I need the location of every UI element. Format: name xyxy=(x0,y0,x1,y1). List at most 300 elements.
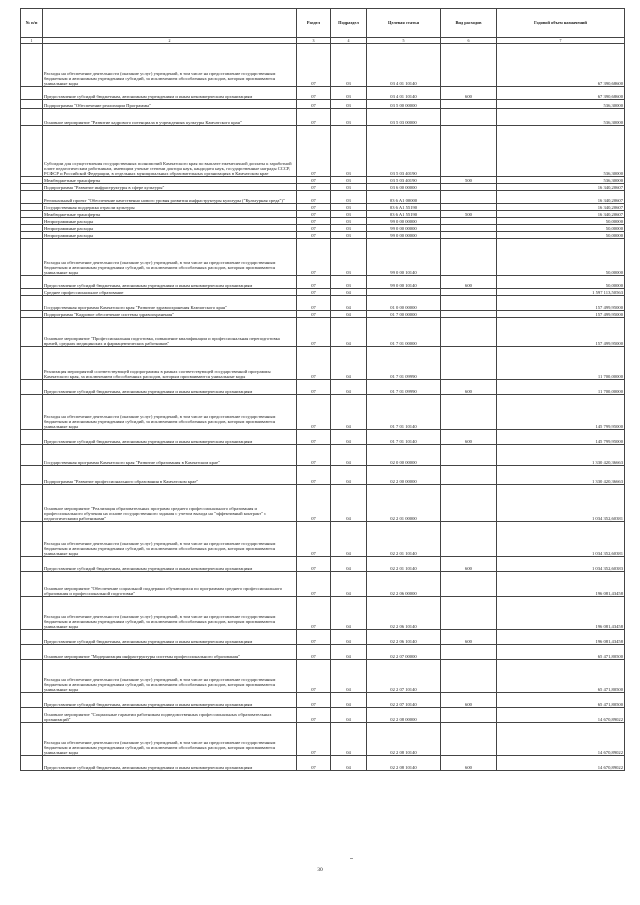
row-volume: 50,00000 xyxy=(497,276,625,289)
column-index: 5 xyxy=(367,38,441,44)
row-expense-type xyxy=(441,204,497,211)
row-expense-type xyxy=(441,645,497,660)
row-subsection: 04 xyxy=(331,445,367,466)
row-volume: 536,30000 xyxy=(497,126,625,177)
row-name: Предоставление субсидий бюджетным, автономным учреждениям и иным некоммерческим организациям xyxy=(43,557,297,572)
row-target-item: 03 5 03 00000 xyxy=(367,109,441,126)
row-volume: 1 034 352,60381 xyxy=(497,485,625,522)
row-number xyxy=(21,177,43,184)
row-section: 07 xyxy=(297,557,331,572)
row-expense-type xyxy=(441,184,497,191)
row-section: 07 xyxy=(297,44,331,87)
table-row xyxy=(21,100,625,109)
row-subsection: 03 xyxy=(331,87,367,100)
row-expense-type xyxy=(441,318,497,347)
row-name: Основное мероприятие "Обеспечение социальной поддержки обучающихся по программам среднего профессионального образования и профессиональной подготовки" xyxy=(43,572,297,597)
row-target-item: 03 5 03 40190 xyxy=(367,177,441,184)
row-target-item: 03 6 00 00000 xyxy=(367,184,441,191)
row-number xyxy=(21,660,43,693)
row-number xyxy=(21,109,43,126)
row-expense-type: 600 xyxy=(441,430,497,445)
table-row xyxy=(21,191,625,204)
row-volume: 1 034 352,60383 xyxy=(497,557,625,572)
table-row xyxy=(21,645,625,660)
header-section: Раздел xyxy=(297,9,331,38)
row-section: 07 xyxy=(297,597,331,630)
table-row xyxy=(21,318,625,347)
row-number xyxy=(21,204,43,211)
table-row xyxy=(21,380,625,395)
table-row xyxy=(21,296,625,311)
row-subsection: 04 xyxy=(331,645,367,660)
row-name: Основное мероприятие "Профессиональная подготовка, повышение квалификации и профессиональная переподготовка врачей, средних медицинских и фармацевтических работников" xyxy=(43,318,297,347)
row-target-item: 03 4 01 10140 xyxy=(367,44,441,87)
row-expense-type xyxy=(441,395,497,430)
row-expense-type xyxy=(441,522,497,557)
row-volume: 67 390,68600 xyxy=(497,44,625,87)
row-expense-type xyxy=(441,572,497,597)
row-subsection: 04 xyxy=(331,597,367,630)
row-name: Предоставление субсидий бюджетным, автономным учреждениям и иным некоммерческим организациям xyxy=(43,87,297,100)
row-section: 07 xyxy=(297,225,331,232)
row-expense-type xyxy=(441,723,497,756)
table-row xyxy=(21,225,625,232)
row-volume: 536,30000 xyxy=(497,177,625,184)
row-volume: 14 670,89022 xyxy=(497,708,625,723)
table-row xyxy=(21,311,625,318)
row-number xyxy=(21,100,43,109)
row-expense-type: 600 xyxy=(441,380,497,395)
row-volume: 16 340,20607 xyxy=(497,211,625,218)
row-target-item: 03 6 A1 55190 xyxy=(367,211,441,218)
row-expense-type xyxy=(441,347,497,380)
row-volume: 65 471,80500 xyxy=(497,645,625,660)
row-subsection: 04 xyxy=(331,723,367,756)
row-name: Непрограммные расходы xyxy=(43,225,297,232)
row-subsection: 04 xyxy=(331,296,367,311)
row-target-item: 99 0 00 00000 xyxy=(367,225,441,232)
row-subsection: 03 xyxy=(331,232,367,239)
row-number xyxy=(21,239,43,276)
row-volume: 145 799,95000 xyxy=(497,395,625,430)
row-volume: 196 081,43458 xyxy=(497,572,625,597)
row-section: 07 xyxy=(297,645,331,660)
table-row xyxy=(21,218,625,225)
header-exp-type: Вид расходов xyxy=(441,9,497,38)
row-number xyxy=(21,225,43,232)
table-row xyxy=(21,347,625,380)
row-subsection: 04 xyxy=(331,485,367,522)
column-index: 1 xyxy=(21,38,43,44)
row-expense-type xyxy=(441,296,497,311)
row-subsection: 04 xyxy=(331,557,367,572)
row-name: Расходы на обеспечение деятельности (оказание услуг) учреждений, в том числе на предоставление государственным бюджетным и автономным учреждениям субсидий, за исключением обособленных расходов, которым присваиваются уникальные коды xyxy=(43,660,297,693)
table-row xyxy=(21,395,625,430)
row-number xyxy=(21,318,43,347)
row-target-item: 99 0 00 10140 xyxy=(367,239,441,276)
row-target-item: 01 7 01 09990 xyxy=(367,380,441,395)
row-number xyxy=(21,522,43,557)
row-number xyxy=(21,184,43,191)
row-section: 07 xyxy=(297,466,331,485)
row-subsection: 04 xyxy=(331,693,367,708)
row-volume: 157 499,95000 xyxy=(497,296,625,311)
row-name: Предоставление субсидий бюджетным, автономным учреждениям и иным некоммерческим организациям xyxy=(43,380,297,395)
table-row xyxy=(21,445,625,466)
budget-table xyxy=(20,8,625,771)
row-name: Предоставление субсидий бюджетным, автономным учреждениям и иным некоммерческим организациям xyxy=(43,756,297,771)
row-number xyxy=(21,597,43,630)
row-section: 07 xyxy=(297,232,331,239)
row-name: Предоставление субсидий бюджетным, автономным учреждениям и иным некоммерческим организациям xyxy=(43,630,297,645)
row-number xyxy=(21,191,43,204)
row-target-item: 99 0 00 10140 xyxy=(367,276,441,289)
row-target-item: 01 7 00 00000 xyxy=(367,311,441,318)
row-name: Реализация мероприятий соответствующей подпрограммы в рамках соответствующей государственной программы Камчатского края, за исключением обособленных расходов, которым присваиваются уникальные коды xyxy=(43,347,297,380)
row-section: 07 xyxy=(297,276,331,289)
row-volume: 65 471,80500 xyxy=(497,693,625,708)
row-volume: 157 499,95000 xyxy=(497,318,625,347)
row-section: 07 xyxy=(297,445,331,466)
row-target-item: 03 6 A1 00000 xyxy=(367,191,441,204)
row-expense-type xyxy=(441,289,497,296)
row-number xyxy=(21,395,43,430)
row-number xyxy=(21,380,43,395)
table-row xyxy=(21,204,625,211)
row-name: Непрограммные расходы xyxy=(43,232,297,239)
table-row xyxy=(21,572,625,597)
row-name: Подпрограмма "Развитие профессионального образования в Камчатском крае" xyxy=(43,466,297,485)
row-section: 07 xyxy=(297,177,331,184)
row-volume: 16 340,20607 xyxy=(497,204,625,211)
row-name: Субсидии для осуществления государственных полномочий Камчатского края по выплате ежемесячной доплаты к заработной плате педагогическим работникам, имеющим ученые степени доктора наук, кандидата наук, государственные награды СССР, РСФСР и Российской Федерации, в отдельных муниципальных образовательных организациях в Камчатском крае xyxy=(43,126,297,177)
row-target-item: 02 2 06 10140 xyxy=(367,630,441,645)
row-section: 07 xyxy=(297,126,331,177)
header-num: № п/п xyxy=(21,9,43,38)
row-number xyxy=(21,466,43,485)
row-target-item: 02 2 08 10140 xyxy=(367,756,441,771)
table-row xyxy=(21,211,625,218)
row-name: Расходы на обеспечение деятельности (оказание услуг) учреждений, в том числе на предоставление государственным бюджетным и автономным учреждениям субсидий, за исключением обособленных расходов, которым присваиваются уникальные коды xyxy=(43,597,297,630)
row-target-item: 01 7 01 09990 xyxy=(367,347,441,380)
table-row xyxy=(21,630,625,645)
column-index: 7 xyxy=(497,38,625,44)
row-volume: 50,00000 xyxy=(497,239,625,276)
row-subsection: 03 xyxy=(331,218,367,225)
row-name: Предоставление субсидий бюджетным, автономным учреждениям и иным некоммерческим организациям xyxy=(43,693,297,708)
row-subsection: 04 xyxy=(331,522,367,557)
row-target-item: 02 0 00 00000 xyxy=(367,445,441,466)
table-row xyxy=(21,430,625,445)
row-target-item: 01 7 01 10140 xyxy=(367,395,441,430)
row-expense-type xyxy=(441,597,497,630)
table-row xyxy=(21,232,625,239)
row-number xyxy=(21,485,43,522)
row-expense-type xyxy=(441,239,497,276)
row-name: Региональный проект "Обеспечение качественно нового уровня развития инфраструктуры культуры ("Культурная среда")" xyxy=(43,191,297,204)
row-target-item: 02 2 01 10140 xyxy=(367,557,441,572)
row-subsection: 03 xyxy=(331,276,367,289)
table-row xyxy=(21,44,625,87)
row-target-item: 01 7 01 00000 xyxy=(367,318,441,347)
row-volume: 50,00000 xyxy=(497,218,625,225)
row-section: 07 xyxy=(297,485,331,522)
row-target-item: 02 2 06 00000 xyxy=(367,572,441,597)
row-section: 07 xyxy=(297,87,331,100)
row-expense-type xyxy=(441,660,497,693)
row-number xyxy=(21,289,43,296)
row-number xyxy=(21,126,43,177)
row-name: Предоставление субсидий бюджетным, автономным учреждениям и иным некоммерческим организациям xyxy=(43,276,297,289)
row-expense-type xyxy=(441,100,497,109)
table-row xyxy=(21,466,625,485)
row-volume: 50,00000 xyxy=(497,232,625,239)
row-subsection: 03 xyxy=(331,100,367,109)
row-target-item: 02 2 07 10140 xyxy=(367,693,441,708)
row-expense-type xyxy=(441,126,497,177)
row-subsection: 04 xyxy=(331,708,367,723)
column-index: 2 xyxy=(43,38,297,44)
row-number xyxy=(21,218,43,225)
row-section: 07 xyxy=(297,380,331,395)
row-subsection: 04 xyxy=(331,660,367,693)
row-volume: 67 390,68600 xyxy=(497,87,625,100)
column-index: 6 xyxy=(441,38,497,44)
row-subsection: 03 xyxy=(331,204,367,211)
row-target-item: 02 2 06 10140 xyxy=(367,597,441,630)
row-subsection: 04 xyxy=(331,347,367,380)
row-number xyxy=(21,723,43,756)
row-target-item: 01 7 01 10140 xyxy=(367,430,441,445)
table-row xyxy=(21,723,625,756)
row-number xyxy=(21,211,43,218)
table-row xyxy=(21,693,625,708)
row-expense-type xyxy=(441,44,497,87)
row-subsection: 04 xyxy=(331,318,367,347)
row-number xyxy=(21,311,43,318)
row-section: 07 xyxy=(297,572,331,597)
row-name: Расходы на обеспечение деятельности (оказание услуг) учреждений, в том числе на предоставление государственным бюджетным и автономным учреждениям субсидий, за исключением обособленных расходов, которым присваиваются уникальные коды xyxy=(43,723,297,756)
row-expense-type xyxy=(441,109,497,126)
table-row xyxy=(21,597,625,630)
row-target-item: 02 2 07 00000 xyxy=(367,645,441,660)
row-expense-type xyxy=(441,225,497,232)
row-name: Основное мероприятие "Развитие кадрового потенциала в учреждениях культуры Камчатского края" xyxy=(43,109,297,126)
row-name: Подпрограмма "Кадровое обеспечение системы здравоохранения" xyxy=(43,311,297,318)
table-row xyxy=(21,557,625,572)
row-subsection: 04 xyxy=(331,630,367,645)
row-name: Предоставление субсидий бюджетным, автономным учреждениям и иным некоммерческим организациям xyxy=(43,430,297,445)
row-subsection: 04 xyxy=(331,430,367,445)
row-subsection: 03 xyxy=(331,211,367,218)
row-section: 07 xyxy=(297,318,331,347)
row-section: 07 xyxy=(297,522,331,557)
row-section: 07 xyxy=(297,311,331,318)
row-target-item: 03 5 00 00000 xyxy=(367,100,441,109)
row-name: Непрограммные расходы xyxy=(43,218,297,225)
row-subsection: 04 xyxy=(331,311,367,318)
row-section: 07 xyxy=(297,347,331,380)
row-name: Государственная поддержка отрасли культуры xyxy=(43,204,297,211)
table-body xyxy=(21,44,625,771)
row-subsection: 03 xyxy=(331,126,367,177)
table-row xyxy=(21,184,625,191)
row-number xyxy=(21,645,43,660)
column-index: 4 xyxy=(331,38,367,44)
row-number xyxy=(21,347,43,380)
row-name: Межбюджетные трансферты xyxy=(43,211,297,218)
row-section: 07 xyxy=(297,756,331,771)
row-section: 07 xyxy=(297,289,331,296)
row-expense-type xyxy=(441,485,497,522)
row-volume: 196 081,43458 xyxy=(497,630,625,645)
row-target-item: 02 2 00 00000 xyxy=(367,466,441,485)
row-number xyxy=(21,708,43,723)
row-expense-type: 600 xyxy=(441,87,497,100)
row-expense-type xyxy=(441,191,497,204)
row-name: Подпрограмма "Обеспечение реализации Программы" xyxy=(43,100,297,109)
table-row xyxy=(21,289,625,296)
row-expense-type xyxy=(441,218,497,225)
row-section: 07 xyxy=(297,211,331,218)
row-section: 07 xyxy=(297,296,331,311)
row-expense-type xyxy=(441,232,497,239)
row-subsection: 04 xyxy=(331,572,367,597)
row-expense-type xyxy=(441,311,497,318)
row-expense-type: 600 xyxy=(441,276,497,289)
row-section: 07 xyxy=(297,430,331,445)
row-expense-type: 600 xyxy=(441,557,497,572)
scan-mark xyxy=(350,858,353,859)
row-name: Государственная программа Камчатского края "Развитие образования в Камчатском крае" xyxy=(43,445,297,466)
table-row xyxy=(21,109,625,126)
row-name: Основное мероприятие "Реализация образовательных программ среднего профессионального образования и профессионального обучения на основе государственного задания с учетом выхода на "эффективный контракт" с педагогическими работниками" xyxy=(43,485,297,522)
row-expense-type: 600 xyxy=(441,693,497,708)
row-number xyxy=(21,557,43,572)
row-section: 07 xyxy=(297,693,331,708)
row-subsection: 04 xyxy=(331,756,367,771)
row-volume: 16 340,20607 xyxy=(497,191,625,204)
document-sheet xyxy=(20,8,624,771)
row-name: Подпрограмма "Развитие инфраструктуры в сфере культуры" xyxy=(43,184,297,191)
table-row xyxy=(21,177,625,184)
table-row xyxy=(21,126,625,177)
row-name: Межбюджетные трансферты xyxy=(43,177,297,184)
row-expense-type xyxy=(441,708,497,723)
row-volume: 157 499,95000 xyxy=(497,311,625,318)
row-number xyxy=(21,87,43,100)
row-section: 07 xyxy=(297,109,331,126)
row-name: Среднее профессиональное образование xyxy=(43,289,297,296)
row-volume: 14 670,89022 xyxy=(497,723,625,756)
row-volume: 536,30000 xyxy=(497,109,625,126)
row-section: 07 xyxy=(297,191,331,204)
row-target-item: 02 2 01 00000 xyxy=(367,485,441,522)
row-expense-type: 600 xyxy=(441,756,497,771)
table-row xyxy=(21,276,625,289)
row-volume: 145 799,95000 xyxy=(497,430,625,445)
row-section: 07 xyxy=(297,204,331,211)
row-target-item: 02 2 08 10140 xyxy=(367,723,441,756)
row-number xyxy=(21,756,43,771)
row-number xyxy=(21,276,43,289)
column-index: 3 xyxy=(297,38,331,44)
row-target-item xyxy=(367,289,441,296)
table-row xyxy=(21,485,625,522)
row-target-item: 99 0 00 00000 xyxy=(367,232,441,239)
row-volume: 16 340,20607 xyxy=(497,184,625,191)
row-volume: 1 330 420,36663 xyxy=(497,445,625,466)
row-subsection: 03 xyxy=(331,109,367,126)
row-name: Расходы на обеспечение деятельности (оказание услуг) учреждений, в том числе на предоставление государственным бюджетным и автономным учреждениям субсидий, за исключением обособленных расходов, которым присваиваются уникальные коды xyxy=(43,44,297,87)
row-number xyxy=(21,445,43,466)
row-section: 07 xyxy=(297,239,331,276)
header-volume: Годовой объем назначений xyxy=(497,9,625,38)
row-number xyxy=(21,630,43,645)
row-subsection: 03 xyxy=(331,177,367,184)
row-volume: 1 597 113,50563 xyxy=(497,289,625,296)
header-item: Целевая статья xyxy=(367,9,441,38)
row-name: Расходы на обеспечение деятельности (оказание услуг) учреждений, в том числе на предоставление государственным бюджетным и автономным учреждениям субсидий, за исключением обособленных расходов, которым присваиваются уникальные коды xyxy=(43,395,297,430)
row-name: Расходы на обеспечение деятельности (оказание услуг) учреждений, в том числе на предоставление государственным бюджетным и автономным учреждениям субсидий, за исключением обособленных расходов, которым присваиваются уникальные коды xyxy=(43,239,297,276)
row-subsection: 04 xyxy=(331,466,367,485)
row-volume: 196 081,43458 xyxy=(497,597,625,630)
row-volume: 1 034 352,60381 xyxy=(497,522,625,557)
header-subsection: Подраздел xyxy=(331,9,367,38)
row-subsection: 04 xyxy=(331,380,367,395)
row-expense-type xyxy=(441,466,497,485)
table-row xyxy=(21,660,625,693)
row-name: Основное мероприятие "Модернизация инфраструктуры системы профессионального образования" xyxy=(43,645,297,660)
row-subsection: 03 xyxy=(331,184,367,191)
row-name: Государственная программа Камчатского края "Развитие здравоохранения Камчатского края" xyxy=(43,296,297,311)
row-section: 07 xyxy=(297,708,331,723)
row-target-item: 03 6 A1 55190 xyxy=(367,204,441,211)
row-section: 07 xyxy=(297,100,331,109)
row-volume: 14 670,89022 xyxy=(497,756,625,771)
row-number xyxy=(21,232,43,239)
row-expense-type: 500 xyxy=(441,211,497,218)
page-number: 30 xyxy=(317,867,323,873)
row-name: Расходы на обеспечение деятельности (оказание услуг) учреждений, в том числе на предоставление государственным бюджетным и автономным учреждениям субсидий, за исключением обособленных расходов, которым присваиваются уникальные коды xyxy=(43,522,297,557)
row-target-item: 03 5 03 40190 xyxy=(367,126,441,177)
row-section: 07 xyxy=(297,218,331,225)
row-volume: 11 700,00000 xyxy=(497,347,625,380)
row-subsection: 03 xyxy=(331,44,367,87)
row-target-item: 02 2 07 10140 xyxy=(367,660,441,693)
row-number xyxy=(21,572,43,597)
row-subsection: 03 xyxy=(331,191,367,204)
row-target-item: 99 0 00 00000 xyxy=(367,218,441,225)
row-subsection: 04 xyxy=(331,395,367,430)
row-volume: 536,30000 xyxy=(497,100,625,109)
row-expense-type: 600 xyxy=(441,630,497,645)
table-row xyxy=(21,522,625,557)
row-volume: 11 700,00000 xyxy=(497,380,625,395)
table-row xyxy=(21,756,625,771)
row-section: 07 xyxy=(297,723,331,756)
table-row xyxy=(21,239,625,276)
table-row xyxy=(21,87,625,100)
row-target-item: 03 4 01 10140 xyxy=(367,87,441,100)
row-target-item: 02 2 08 00000 xyxy=(367,708,441,723)
row-volume: 50,00000 xyxy=(497,225,625,232)
row-volume: 1 330 420,36663 xyxy=(497,466,625,485)
table-row xyxy=(21,708,625,723)
row-subsection: 04 xyxy=(331,289,367,296)
row-expense-type xyxy=(441,445,497,466)
row-section: 07 xyxy=(297,630,331,645)
